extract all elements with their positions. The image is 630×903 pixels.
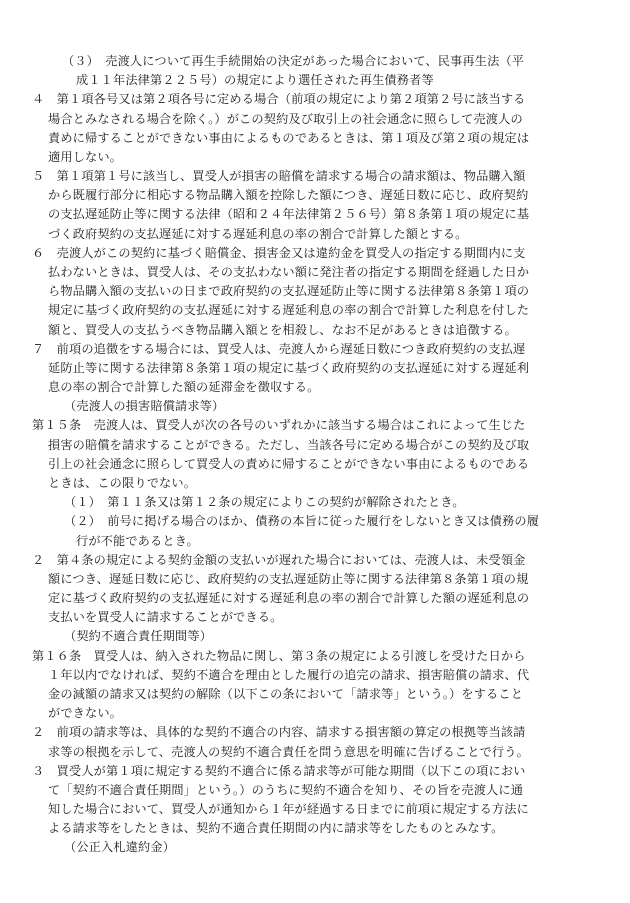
text-line: ５ 第１項第１号に該当し、買受人が損害の賠償を請求する場合の請求額は、物品購入額 (32, 169, 526, 184)
text-line: 適用しない。 (48, 149, 123, 164)
text-line: ６ 売渡人がこの契約に基づく賠償金、損害金又は違約金を買受人の指定する期間内に支 (32, 245, 526, 260)
text-line: 成１１年法律第２２５号）の規定により選任された再生債務者等 (76, 73, 434, 88)
text-line: ２ 前項の請求等は、具体的な契約不適合の内容、請求する損害額の算定の根拠等当該請 (32, 725, 526, 740)
text-line: ７ 前項の追徴をする場合には、買受人は、売渡人から遅延日数につき政府契約の支払遅 (32, 341, 526, 356)
text-line: （１） 第１１条又は第１２条の規定によりこの契約が解除されたとき。 (64, 495, 465, 510)
text-line: ができない。 (48, 706, 123, 721)
text-line: の支払遅延防止等に関する法律（昭和２４年法律第２５６号）第８条第１項の規定に基 (48, 207, 530, 222)
text-line: （売渡人の損害賠償請求等） (64, 399, 225, 414)
text-line: 求等の根拠を示して、売渡人の契約不適合責任を問う意思を明確に告げることで行う。 (48, 744, 529, 759)
text-line: 金の減額の請求又は契約の解除（以下この条において「請求等」という。）をすること (48, 686, 524, 701)
text-line: 損害の賠償を請求することができる。ただし、当該各号に定める場合がこの契約及び取 (48, 437, 530, 452)
text-line: ２ 第４条の規定による契約金額の支払いが遅れた場合においては、売渡人は、未受領金 (32, 552, 526, 567)
text-line: （公正入札違約金） (64, 840, 176, 855)
text-line: ら物品購入額の支払いの日まで政府契約の支払遅延防止等に関する法律第８条第１項の (48, 284, 530, 299)
text-line: 行が不能であるとき。 (76, 533, 199, 548)
text-line: 息の率の割合で計算した額の延滞金を徴収する。 (48, 380, 320, 395)
text-line: （３） 売渡人について再生手続開始の決定があった場合において、民事再生法（平 (62, 54, 525, 68)
text-line: （２） 前号に掲げる場合のほか、債務の本旨に従った履行をしないとき又は債務の履 (64, 514, 540, 529)
text-line: 第１５条 売渡人は、買受人が次の各号のいずれかに該当する場合はこれによって生じた (32, 418, 526, 433)
text-line: 第１６条 買受人は、納入された物品に関し、第３条の規定による引渡しを受けた日から (32, 648, 526, 663)
text-line: よる請求等をしたときは、契約不適合責任期間の内に請求等をしたものとみなす。 (48, 821, 504, 836)
text-line: （契約不適合責任期間等） (64, 629, 213, 644)
text-line: 払わないときは、買受人は、その支払わない額に発注者の指定する期間を経過した日か (48, 265, 530, 279)
text-line: １年以内でなければ、契約不適合を理由とした履行の追完の請求、損害賠償の請求、代 (48, 667, 530, 682)
text-line: 定に基づく政府契約の支払遅延に対する遅延利息の率の割合で計算した額の遅延利息の (48, 591, 530, 605)
text-line: 責めに帰することができない事由によるものであるときは、第１項及び第２項の規定は (48, 130, 530, 145)
text-line: て「契約不適合責任期間」という。）のうちに契約不適合を知り、その旨を売渡人に通 (48, 782, 524, 797)
text-line: 引上の社会通念に照らして買受人の責めに帰することができない事由によるものである (48, 456, 530, 471)
text-line: から既履行部分に相応する物品購入額を控除した額につき、遅延日数に応じ、政府契約 (48, 188, 529, 203)
text-line: 規定に基づく政府契約の支払遅延に対する遅延利息の率の割合で計算した利息を付した (48, 303, 530, 318)
text-line: 額につき、遅延日数に応じ、政府契約の支払遅延防止等に関する法律第８条第１項の規 (48, 571, 529, 586)
text-line: ときは、この限りでない。 (48, 476, 197, 490)
text-line: 延防止等に関する法律第８条第１項の規定に基づく政府契約の支払遅延に対する遅延利 (48, 360, 530, 375)
text-line: づく政府契約の支払遅延に対する遅延利息の率の割合で計算した額とする。 (48, 226, 468, 241)
text-line: 場合とみなされる場合を除く。）がこの契約及び取引上の社会通念に照らして売渡人の (48, 111, 523, 126)
text-line: 支払いを買受人に請求することができる。 (48, 610, 283, 625)
text-line: ３ 買受人が第１項に規定する契約不適合に係る請求等が可能な期間（以下この項におい (32, 763, 526, 778)
text-line: ４ 第１項各号又は第２項各号に定める場合（前項の規定により第２項第２号に該当する (32, 92, 526, 107)
text-line: 知した場合において、買受人が通知から１年が経過する日までに前項に規定する方法に (48, 802, 529, 816)
text-line: 額と、買受人の支払うべき物品購入額とを相殺し、なお不足があるときは追徴する。 (48, 322, 517, 337)
